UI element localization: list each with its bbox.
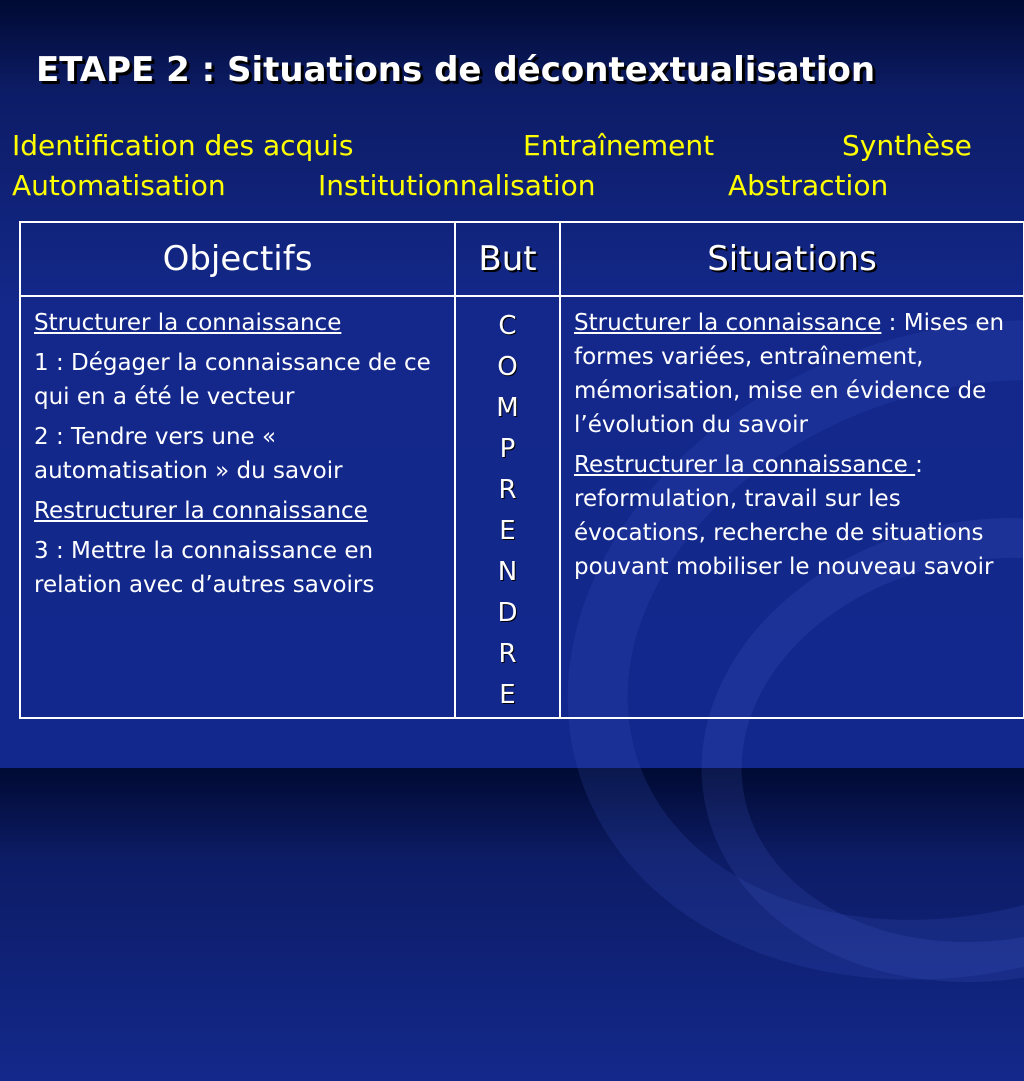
situations-heading-restructurer: Restructurer la connaissance (574, 452, 916, 478)
table-row (20, 296, 1024, 718)
objectifs-heading-structurer: Structurer la connaissance (34, 310, 342, 336)
vertical-letter: D (497, 598, 518, 628)
header-situations: Situations (560, 222, 1024, 296)
keywords-row-2 (12, 166, 1012, 206)
keyword: Institutionnalisation (318, 169, 596, 202)
keywords-block (12, 126, 1012, 206)
vertical-letter: R (498, 639, 517, 669)
situation-text: : Mises en formes variées, entraînement, mémorisation, mise en évidence de l’évolution du savoir (574, 310, 1005, 438)
keyword: Automatisation (12, 169, 226, 202)
vertical-letter: E (499, 516, 516, 546)
vertical-letter: P (499, 434, 516, 464)
keyword: Identification des acquis (12, 129, 354, 162)
but-cell (455, 296, 560, 718)
situations-cell (560, 296, 1024, 718)
objectifs-cell (20, 296, 455, 718)
situation-text: : reformulation, travail sur les évocations, recherche de situations pouvant mobiliser le nouveau savoir (574, 452, 994, 580)
objectives-table (19, 221, 1024, 719)
objectifs-heading-restructurer: Restructurer la connaissance (34, 498, 368, 524)
header-but: But (455, 222, 560, 296)
keyword: Entraînement (523, 129, 715, 162)
objectif-item: 3 : Mettre la connaissance en relation avec d’autres savoirs (34, 538, 375, 598)
objectif-item: 2 : Tendre vers une « automatisation » du savoir (34, 424, 343, 484)
keywords-row-1 (12, 126, 1012, 166)
vertical-word-comprendre (457, 298, 558, 716)
vertical-letter: O (497, 352, 518, 382)
situation-paragraph (574, 448, 1012, 584)
situation-paragraph (574, 306, 1012, 442)
situations-heading-structurer: Structurer la connaissance (574, 310, 882, 336)
slide-title: ETAPE 2 : Situations de décontextualisation (36, 50, 876, 90)
header-objectifs: Objectifs (20, 222, 455, 296)
vertical-letter: E (499, 680, 516, 710)
keyword: Synthèse (842, 129, 972, 162)
keyword: Abstraction (728, 169, 889, 202)
vertical-letter: N (497, 557, 518, 587)
vertical-letter: M (496, 393, 519, 423)
table-header-row (20, 222, 1024, 296)
vertical-letter: R (498, 475, 517, 505)
vertical-letter: C (498, 311, 517, 341)
objectif-item: 1 : Dégager la connaissance de ce qui en a été le vecteur (34, 350, 431, 410)
